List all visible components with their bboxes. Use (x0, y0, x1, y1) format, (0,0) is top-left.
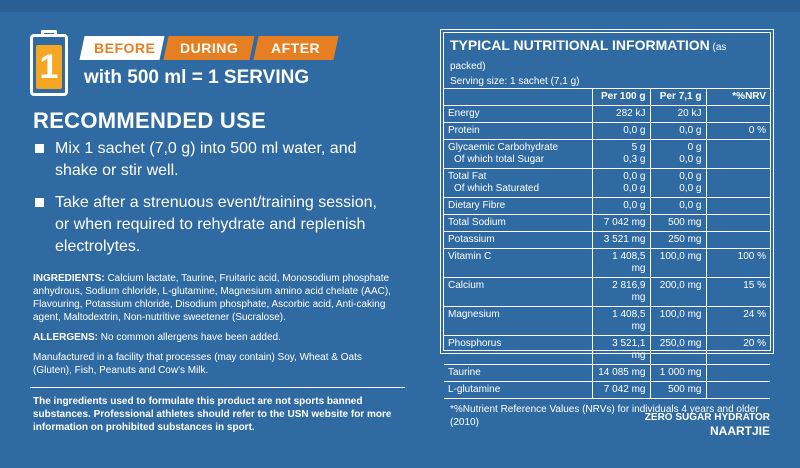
nutrition-value: 24 % (743, 309, 766, 320)
nutrition-value: 0,0 g (623, 125, 646, 136)
sachet-cap-icon (41, 30, 57, 36)
nutrition-value: 282 kJ (616, 108, 646, 119)
nutrition-header-row (444, 89, 770, 106)
nutrition-cell (706, 307, 770, 336)
recommended-use-list (33, 138, 393, 268)
product-type: ZERO SUGAR HYDRATOR (644, 412, 770, 423)
nutrition-value: 3 521,1 mg (612, 338, 646, 361)
product-flavour: NAARTJIE (709, 424, 770, 438)
nutrition-subvalue: Of which Saturated (454, 183, 540, 194)
nutrition-value: 20 kJ (677, 108, 702, 119)
nutrition-value: Dietary Fibre (448, 200, 506, 211)
nutrition-row (444, 106, 770, 123)
nutrition-row (444, 365, 770, 382)
nutrition-title: TYPICAL NUTRITIONAL INFORMATION (450, 37, 710, 53)
serving-size: Serving size: 1 sachet (7,1 g) (450, 76, 580, 87)
nutrition-value: 0 % (748, 125, 766, 136)
nutrition-row (444, 336, 770, 365)
nutrition-row (444, 123, 770, 140)
nutrition-value: 15 % (743, 280, 766, 291)
nutrition-value: Glycaemic Carbohydrate (448, 142, 559, 153)
nutrition-cell (650, 169, 706, 198)
nutrition-value: Total Sodium (448, 217, 506, 228)
column-header: Per 100 g (592, 89, 650, 106)
nutrition-cell (650, 278, 706, 307)
nutrition-value: 0 g (687, 142, 702, 153)
nutrition-cell (444, 232, 592, 249)
nutrition-cell (650, 365, 706, 382)
nutrition-cell (706, 169, 770, 198)
nutrition-cell (444, 106, 592, 123)
nutrition-value: 2 816,9 mg (612, 280, 646, 303)
recommended-use-title: RECOMMENDED USE (33, 108, 267, 133)
column-header: Per 7,1 g (650, 89, 706, 106)
nutrition-cell (706, 382, 770, 399)
nutrition-cell (592, 215, 650, 232)
nutrition-row (444, 169, 770, 198)
nutrition-cell (706, 123, 770, 140)
nutrition-cell (592, 249, 650, 278)
nutrition-cell (444, 123, 592, 140)
nutrition-row (444, 198, 770, 215)
nutrition-table (444, 88, 770, 399)
nutrition-cell (444, 249, 592, 278)
nutrition-value: 0,0 g (679, 125, 702, 136)
nutrition-cell (650, 336, 706, 365)
allergens-block (33, 331, 403, 344)
column-header (444, 89, 592, 106)
nutrition-cell (650, 198, 706, 215)
nutrition-value: Taurine (448, 367, 481, 378)
nutrition-row (444, 215, 770, 232)
nutrition-value: Total Fat (448, 171, 487, 182)
nutrition-value: 250,0 mg (659, 338, 702, 349)
nutrition-value: L-glutamine (448, 384, 501, 395)
nutrition-row (444, 232, 770, 249)
nutrition-cell (650, 307, 706, 336)
nutrition-cell (706, 215, 770, 232)
nutrition-subvalue: Of which total Sugar (454, 154, 545, 165)
nutrition-cell (650, 123, 706, 140)
nutrition-cell (592, 382, 650, 399)
nutrition-value: 100,0 mg (659, 309, 702, 320)
nutrition-cell (650, 106, 706, 123)
nutrition-cell (592, 198, 650, 215)
serving-number-badge (30, 34, 68, 96)
nutrition-subvalue: 0,0 g (623, 183, 646, 194)
nutrition-cell (444, 140, 592, 169)
nutrition-cell (706, 278, 770, 307)
nutrition-value: 0,0 g (679, 171, 702, 182)
recommended-use-item: Mix 1 sachet (7,0 g) into 500 ml water, and shake or stir well. (33, 138, 393, 182)
nutrition-value: Vitamin C (448, 251, 492, 262)
tab-after: AFTER (253, 36, 338, 60)
nutrition-value: 5 g (631, 142, 646, 153)
ingredients-text: Calcium lactate, Taurine, Fruitaric acid, Monosodium phosphate anhydrous, Sodium chloride, L-glutamine, Magnesium amino acid chelate (AAC), Flavouring, Potassium chloride, Disodium phosphate, Ascorbic acid, Anti-caking agent, Maltodextrin, Non-nutritive sweetener (Sucralose). (33, 273, 391, 323)
nutrition-rows (444, 106, 770, 399)
nutrition-value: 0,0 g (679, 200, 702, 211)
nutrition-cell (706, 336, 770, 365)
nutrition-value: Protein (448, 125, 480, 136)
nutrition-row (444, 382, 770, 399)
nutrition-cell (706, 365, 770, 382)
tab-before: BEFORE (79, 36, 164, 60)
timing-tabs (82, 36, 336, 60)
nutrition-cell (650, 382, 706, 399)
nutrition-cell (592, 278, 650, 307)
nutrition-value: Potassium (448, 234, 495, 245)
nutrition-cell (650, 140, 706, 169)
nutrition-cell (706, 232, 770, 249)
banned-substances-warning: The ingredients used to formulate this product are not sports banned substances. Professional athletes should refer to the USN website for more information on prohibited substances in sport. (33, 396, 392, 433)
top-strip (0, 0, 800, 12)
nutrition-value: 500 mg (668, 384, 702, 395)
nutrition-cell (592, 365, 650, 382)
nutrition-row (444, 140, 770, 169)
nutrition-cell (706, 249, 770, 278)
nutrition-value: Phosphorus (448, 338, 502, 349)
nutrition-value: 1 000 mg (659, 367, 702, 378)
nutrition-header (444, 33, 770, 88)
nutrition-cell (592, 140, 650, 169)
facility-text: Manufactured in a facility that processes (may contain) Soy, Wheat & Oats (Gluten), Fish, Peanuts and Cow's Milk. (33, 352, 362, 376)
nutrition-row (444, 278, 770, 307)
nutrition-value: 1 408,5 mg (612, 251, 646, 274)
nutrition-cell (592, 336, 650, 365)
nutrition-cell (444, 365, 592, 382)
nutrition-cell (592, 123, 650, 140)
nutrition-cell (650, 249, 706, 278)
nutrition-cell (650, 215, 706, 232)
nutrition-value: 100,0 mg (659, 251, 702, 262)
nutrition-cell (444, 336, 592, 365)
nutrition-row (444, 307, 770, 336)
divider (30, 387, 405, 388)
nutrition-cell (444, 198, 592, 215)
nutrition-value: 14 085 mg (598, 367, 646, 378)
allergens-label: ALLERGENS: (33, 332, 98, 343)
nutrition-subvalue: 0,0 g (679, 154, 702, 165)
nutrition-value: 20 % (743, 338, 766, 349)
nutrition-cell (444, 307, 592, 336)
nutrition-cell (706, 106, 770, 123)
nutrition-cell (444, 382, 592, 399)
ingredients-label: INGREDIENTS: (33, 273, 105, 284)
nutrition-cell (706, 140, 770, 169)
nutrition-cell (444, 278, 592, 307)
nutrition-value: 1 408,5 mg (612, 309, 646, 332)
nutrition-value: 100 % (737, 251, 766, 262)
nutrition-value: Calcium (448, 280, 485, 291)
nutrition-value: 7 042 mg (603, 384, 646, 395)
nutrition-value: 250 mg (668, 234, 702, 245)
nutrition-value: 200,0 mg (659, 280, 702, 291)
nutrition-cell (706, 198, 770, 215)
nutrition-value: Energy (448, 108, 480, 119)
nutrition-cell (592, 232, 650, 249)
nutrition-value: 0,0 g (623, 200, 646, 211)
nrv-footnote: *%Nutrient Reference Values (NRVs) for individuals 4 years and older (2010) (450, 404, 759, 428)
nutrition-cell (592, 307, 650, 336)
nutrition-title-suffix: (as packed) (450, 42, 727, 72)
tab-during: DURING (163, 36, 254, 60)
allergens-text: No common allergens have been added. (98, 332, 281, 343)
nutrition-subvalue: 0,3 g (623, 154, 646, 165)
serving-number: 1 (36, 45, 62, 89)
nutrition-value: 3 521 mg (603, 234, 646, 245)
column-header: *%NRV (706, 89, 770, 106)
nutrition-value: 0,0 g (623, 171, 646, 182)
ingredients-block (33, 272, 403, 324)
nutrition-subvalue: 0,0 g (679, 183, 702, 194)
nutrition-value: 7 042 mg (603, 217, 646, 228)
nutrition-cell (650, 232, 706, 249)
nutrition-row (444, 249, 770, 278)
nutrition-cell (592, 106, 650, 123)
nutrition-value: Magnesium (448, 309, 500, 320)
nutrition-cell (444, 169, 592, 198)
nutrition-value: 500 mg (668, 217, 702, 228)
nutrition-cell (592, 169, 650, 198)
serving-line: with 500 ml = 1 SERVING (84, 67, 310, 88)
recommended-use-item: Take after a strenuous event/training session, or when required to rehydrate and replenish electrolytes. (33, 192, 393, 258)
nutrition-cell (444, 215, 592, 232)
